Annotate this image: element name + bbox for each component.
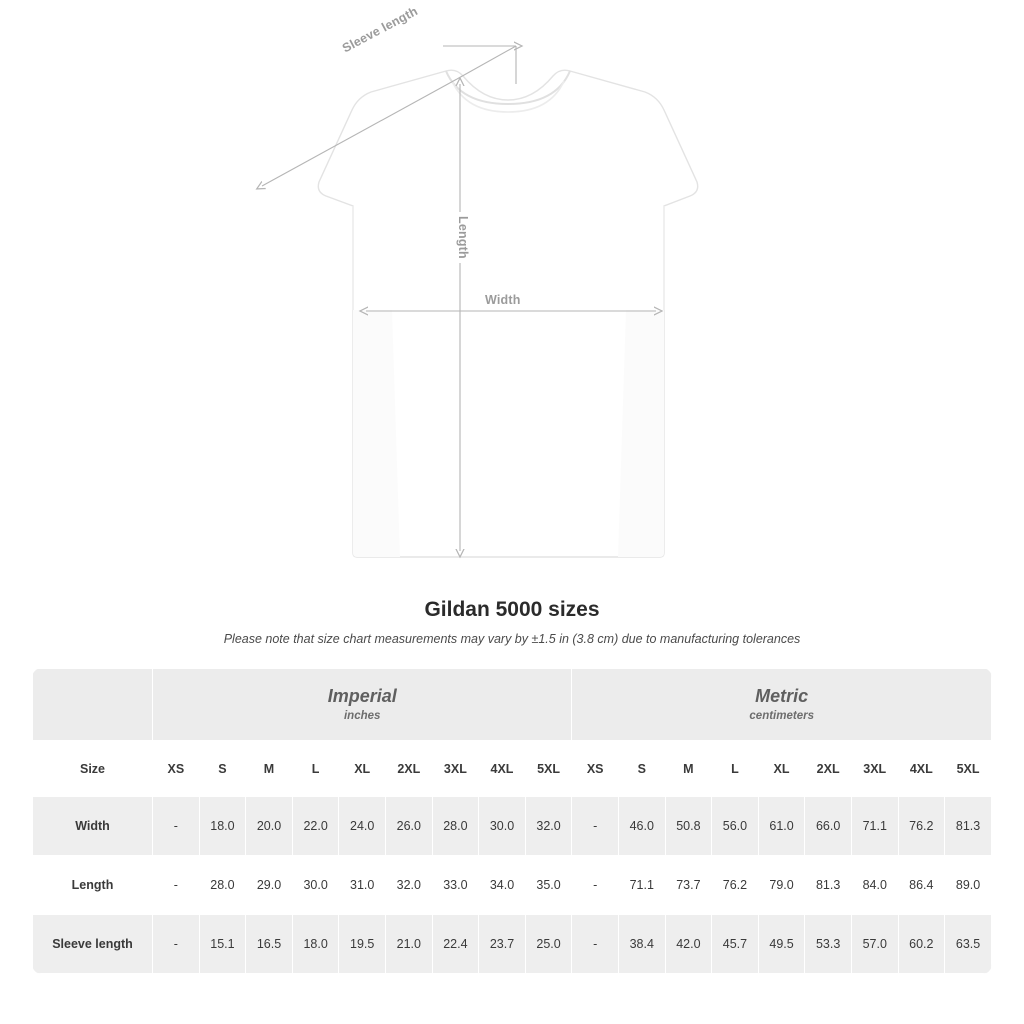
page-title: Gildan 5000 sizes [424,598,600,621]
width-dimension-label: Width [481,292,525,308]
metric-unit-sub: centimeters [749,709,814,722]
cell-width-metric-3xl: 71.1 [851,797,898,856]
corner-cell [33,669,153,741]
cell-width-imperial-3xl: 28.0 [432,797,479,856]
table-row [33,856,992,915]
metric-unit-name: Metric [755,686,809,707]
sleeve-length-dimension-label: Sleeve length [336,1,424,58]
cell-length-metric-s: 71.1 [618,856,665,915]
size-header-imperial-3xl: 3XL [432,741,479,797]
cell-sleeve-metric-s: 38.4 [618,915,665,974]
cell-length-imperial-2xl: 32.0 [386,856,433,915]
cell-length-metric-3xl: 84.0 [851,856,898,915]
size-header-metric-3xl: 3XL [851,741,898,797]
imperial-unit-header [153,669,572,741]
size-chart-table [32,668,992,974]
cell-sleeve-imperial-xs: - [153,915,200,974]
cell-length-imperial-xs: - [153,856,200,915]
cell-sleeve-metric-5xl: 63.5 [945,915,992,974]
cell-sleeve-metric-m: 42.0 [665,915,712,974]
cell-sleeve-imperial-3xl: 22.4 [432,915,479,974]
cell-sleeve-metric-4xl: 60.2 [898,915,945,974]
size-header-metric-xl: XL [758,741,805,797]
size-header-metric-s: S [618,741,665,797]
size-chart-table-wrap [32,668,992,974]
cell-width-imperial-xs: - [153,797,200,856]
size-header-imperial-xs: XS [153,741,200,797]
tolerance-note: Please note that size chart measurements may vary by ±1.5 in (3.8 cm) due to manufacturing tolerances [223,632,801,646]
cell-width-metric-5xl: 81.3 [945,797,992,856]
row-label-width: Width [33,797,153,856]
imperial-unit-name: Imperial [327,686,397,707]
cell-width-imperial-xl: 24.0 [339,797,386,856]
cell-sleeve-imperial-l: 18.0 [292,915,339,974]
cell-length-metric-2xl: 81.3 [805,856,852,915]
cell-sleeve-imperial-4xl: 23.7 [479,915,526,974]
size-header-metric-5xl: 5XL [945,741,992,797]
title-block [0,598,1024,646]
cell-length-metric-xs: - [572,856,619,915]
size-header-metric-l: L [712,741,759,797]
metric-unit-header [572,669,992,741]
cell-sleeve-imperial-m: 16.5 [246,915,293,974]
cell-length-imperial-l: 30.0 [292,856,339,915]
cell-sleeve-imperial-2xl: 21.0 [386,915,433,974]
row-label-sleeve-length: Sleeve length [33,915,153,974]
cell-sleeve-metric-xl: 49.5 [758,915,805,974]
cell-length-metric-5xl: 89.0 [945,856,992,915]
cell-width-imperial-s: 18.0 [199,797,246,856]
cell-width-metric-2xl: 66.0 [805,797,852,856]
cell-sleeve-metric-2xl: 53.3 [805,915,852,974]
cell-length-imperial-xl: 31.0 [339,856,386,915]
cell-width-metric-s: 46.0 [618,797,665,856]
cell-length-imperial-5xl: 35.0 [525,856,572,915]
cell-length-imperial-s: 28.0 [199,856,246,915]
cell-length-imperial-3xl: 33.0 [432,856,479,915]
size-header-imperial-l: L [292,741,339,797]
size-header-metric-2xl: 2XL [805,741,852,797]
cell-length-metric-l: 76.2 [712,856,759,915]
cell-sleeve-metric-3xl: 57.0 [851,915,898,974]
cell-length-metric-4xl: 86.4 [898,856,945,915]
table-row [33,915,992,974]
cell-width-imperial-l: 22.0 [292,797,339,856]
unit-header-row [33,669,992,741]
size-header-imperial-4xl: 4XL [479,741,526,797]
imperial-unit-sub: inches [343,709,381,722]
cell-width-metric-4xl: 76.2 [898,797,945,856]
cell-width-imperial-m: 20.0 [246,797,293,856]
cell-sleeve-metric-l: 45.7 [712,915,759,974]
size-header-metric-m: M [665,741,712,797]
cell-sleeve-imperial-xl: 19.5 [339,915,386,974]
size-header-imperial-s: S [199,741,246,797]
cell-sleeve-imperial-5xl: 25.0 [525,915,572,974]
length-dimension-label: Length [455,212,471,263]
cell-width-metric-xl: 61.0 [758,797,805,856]
cell-length-metric-m: 73.7 [665,856,712,915]
size-header-metric-4xl: 4XL [898,741,945,797]
size-header-imperial-m: M [246,741,293,797]
cell-width-metric-m: 50.8 [665,797,712,856]
cell-width-imperial-5xl: 32.0 [525,797,572,856]
size-header-row [33,741,992,797]
cell-length-metric-xl: 79.0 [758,856,805,915]
cell-width-metric-l: 56.0 [712,797,759,856]
size-header-imperial-5xl: 5XL [525,741,572,797]
row-label-length: Length [33,856,153,915]
cell-sleeve-metric-xs: - [572,915,619,974]
size-column-label: Size [33,741,153,797]
size-header-imperial-xl: XL [339,741,386,797]
cell-sleeve-imperial-s: 15.1 [199,915,246,974]
table-row [33,797,992,856]
size-header-imperial-2xl: 2XL [386,741,433,797]
cell-length-imperial-4xl: 34.0 [479,856,526,915]
cell-width-imperial-4xl: 30.0 [479,797,526,856]
cell-width-metric-xs: - [572,797,619,856]
size-header-metric-xs: XS [572,741,619,797]
cell-width-imperial-2xl: 26.0 [386,797,433,856]
cell-length-imperial-m: 29.0 [246,856,293,915]
